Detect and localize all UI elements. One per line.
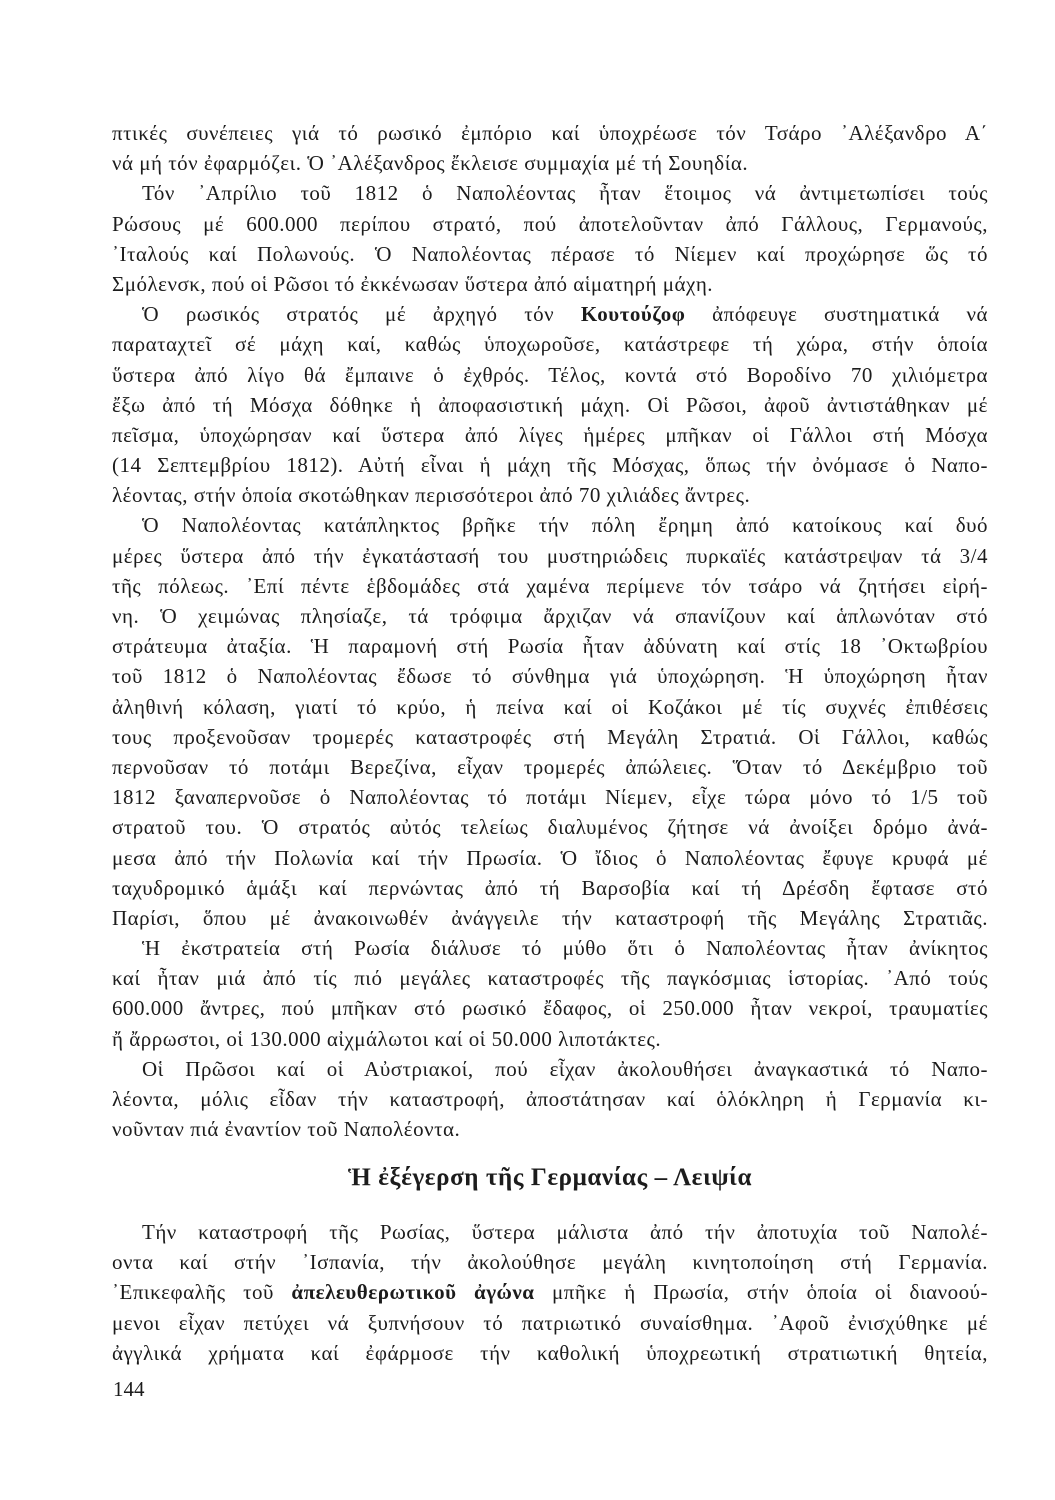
text-line: λέοντας, στήν ὁποία σκοτώθηκαν περισσότεροι ἀπό 70 χιλιάδες ἄντρες. bbox=[112, 483, 751, 508]
text-line: Τήν καταστροφή τῆς Ρωσίας, ὕστερα μάλιστα ἀπό τήν ἀποτυχία τοῦ Ναπολέ- bbox=[142, 1220, 988, 1244]
page-number: 144 bbox=[113, 1377, 145, 1401]
text-span: ᾿Επικεφαλῆς τοῦ bbox=[112, 1280, 292, 1305]
text-line: Οἱ Πρῶσοι καί οἱ Αὐστριακοί, πού εἶχαν ἀκολουθήσει ἀναγκαστικά τό Ναπο- bbox=[142, 1056, 988, 1081]
text-line: μέρες ὕστερα ἀπό τήν ἐγκατάστασή του μυστηριώδεις πυρκαϊές κατάστρεψαν τά 3/4 bbox=[112, 543, 988, 568]
text-span: ἀπόφευγε συστηματικά νά bbox=[685, 302, 988, 327]
text-line: τοῦ 1812 ὁ Ναπολέοντας ἔδωσε τό σύνθημα γιά ὑποχώρηση. Ἡ ὑποχώρηση ἦταν bbox=[112, 664, 988, 689]
emphasized-term: ἀπελευθερωτικοῦ ἀγώνα bbox=[291, 1280, 535, 1305]
text-line: τους προξενοῦσαν τρομερές καταστροφές στή Μεγάλη Στρατιά. Οἱ Γάλλοι, καθώς bbox=[112, 724, 988, 749]
text-line: οντα καί στήν ᾿Ισπανία, τήν ἀκολούθησε μεγάλη κινητοποίηση στή Γερμανία. bbox=[112, 1250, 988, 1275]
text-line: Ρώσους μέ 600.000 περίπου στρατό, πού ἀποτελοῦνταν ἀπό Γάλλους, Γερμανούς, bbox=[112, 211, 988, 236]
text-span: Ὁ ρωσικός στρατός μέ ἀρχηγό τόν bbox=[142, 302, 581, 327]
text-line: Ὁ Ναπολέοντας κατάπληκτος βρῆκε τήν πόλη ἔρημη ἀπό κατοίκους καί δυό bbox=[142, 513, 988, 538]
text-line: ἀληθινή κόλαση, γιατί τό κρύο, ἡ πείνα καί οἱ Κοζάκοι μέ τίς συχνές ἐπιθέσεις bbox=[112, 694, 988, 719]
text-line: περνοῦσαν τό ποτάμι Βερεζίνα, εἶχαν τρομερές ἀπώλειες. Ὅταν τό Δεκέμβριο τοῦ bbox=[112, 754, 988, 779]
text-line bbox=[112, 299, 988, 329]
text-line: στράτευμα ἀταξία. Ἡ παραμονή στή Ρωσία ἦταν ἀδύνατη καί στίς 18 ᾿Οκτωβρίου bbox=[112, 634, 988, 659]
text-line: νά μή τόν ἐφαρμόζει. Ὁ ᾿Αλέξανδρος ἔκλεισε συμμαχία μέ τή Σουηδία. bbox=[112, 151, 749, 176]
text-line: ἤ ἄρρωστοι, οἱ 130.000 αἰχμάλωτοι καί οἱ 50.000 λιποτάκτες. bbox=[112, 1026, 662, 1051]
text-line: Παρίσι, ὅπου μέ ἀνακοινωθέν ἀνάγγειλε τήν καταστροφή τῆς Μεγάλης Στρατιᾶς. bbox=[112, 905, 988, 930]
text-line: στρατοῦ του. Ὁ στρατός αὐτός τελείως διαλυμένος ζήτησε νά ἀνοίξει δρόμο ἀνά- bbox=[112, 815, 988, 840]
text-line: παραταχτεῖ σέ μάχη καί, καθώς ὑποχωροῦσε, κατάστρεφε τή χώρα, στήν ὁποία bbox=[112, 332, 988, 357]
text-line: πτικές συνέπειες γιά τό ρωσικό ἐμπόριο καί ὑποχρέωσε τόν Τσάρο ᾿Αλέξανδρο Α΄ bbox=[112, 121, 988, 145]
text-line: νη. Ὁ χειμώνας πλησίαζε, τά τρόφιμα ἄρχιζαν νά σπανίζουν καί ἁπλωνόταν στό bbox=[112, 604, 988, 628]
text-line: ὕστερα ἀπό λίγο θά ἔμπαινε ὁ ἐχθρός. Τέλος, κοντά στό Βοροδίνο 70 χιλιόμετρα bbox=[112, 362, 988, 387]
text-line: μενοι εἶχαν πετύχει νά ξυπνήσουν τό πατριωτικό συναίσθημα. ᾿Αφοῦ ἐνισχύθηκε μέ bbox=[112, 1310, 988, 1335]
text-line: ταχυδρομικό ἁμάξι καί περνώντας ἀπό τή Βαρσοβία καί τή Δρέσδη ἔφτασε στό bbox=[112, 875, 988, 900]
text-line: καί ἦταν μιά ἀπό τίς πιό μεγάλες καταστροφές τῆς παγκόσμιας ἱστορίας. ᾿Από τούς bbox=[112, 966, 988, 991]
text-line: 1812 ξαναπερνοῦσε ὁ Ναπολέοντας τό ποτάμι Νίεμεν, εἶχε τώρα μόνο τό 1/5 τοῦ bbox=[112, 785, 988, 810]
text-line: λέοντα, μόλις εἶδαν τήν καταστροφή, ἀποστάτησαν καί ὁλόκληρη ἡ Γερμανία κι- bbox=[112, 1087, 988, 1111]
text-line: νοῦνταν πιά ἐναντίον τοῦ Ναπολέοντα. bbox=[112, 1117, 461, 1142]
text-line: (14 Σεπτεμβρίου 1812). Αὐτή εἶναι ἡ μάχη τῆς Μόσχας, ὅπως τήν ὀνόμασε ὁ Ναπο- bbox=[112, 453, 988, 478]
text-line: ᾿Ιταλούς καί Πολωνούς. Ὁ Ναπολέοντας πέρασε τό Νίεμεν καί προχώρησε ὥς τό bbox=[112, 241, 988, 266]
text-line: ἔξω ἀπό τή Μόσχα δόθηκε ἡ ἀποφασιστική μάχη. Οἱ Ρῶσοι, ἀφοῦ ἀντιστάθηκαν μέ bbox=[112, 392, 988, 417]
section-heading: Ἡ ἐξέγερση τῆς Γερμανίας – Λειψία bbox=[347, 1164, 753, 1191]
text-line: τῆς πόλεως. ᾿Επί πέντε ἑβδομάδες στά χαμένα περίμενε τόν τσάρο νά ζητήσει εἰρή- bbox=[112, 573, 988, 598]
text-line bbox=[112, 1277, 988, 1307]
emphasized-term: Κουτούζοφ bbox=[580, 302, 686, 327]
text-line: Τόν ᾿Απρίλιο τοῦ 1812 ὁ Ναπολέοντας ἦταν ἕτοιμος νά ἀντιμετωπίσει τούς bbox=[142, 181, 988, 206]
text-line: 600.000 ἄντρες, πού μπῆκαν στό ρωσικό ἔδαφος, οἱ 250.000 ἦταν νεκροί, τραυματίες bbox=[112, 996, 988, 1021]
text-span: μπῆκε ἡ Πρωσία, στήν ὁποία οἱ διανοού- bbox=[534, 1280, 988, 1305]
text-line: πεῖσμα, ὑποχώρησαν καί ὕστερα ἀπό λίγες ἡμέρες μπῆκαν οἱ Γάλλοι στή Μόσχα bbox=[112, 422, 988, 447]
body-text-block-2 bbox=[112, 1217, 988, 1368]
text-line: Σμόλενσκ, πού οἱ Ρῶσοι τό ἐκκένωσαν ὕστερα ἀπό αἱματηρή μάχη. bbox=[112, 271, 714, 296]
body-text-block bbox=[112, 118, 988, 1144]
text-line: Ἡ ἐκστρατεία στή Ρωσία διάλυσε τό μύθο ὅτι ὁ Ναπολέοντας ἦταν ἀνίκητος bbox=[142, 936, 988, 961]
text-line: ἀγγλικά χρήματα καί ἐφάρμοσε τήν καθολική ὑποχρεωτική στρατιωτική θητεία, bbox=[112, 1340, 988, 1365]
text-line: μεσα ἀπό τήν Πολωνία καί τήν Πρωσία. Ὁ ἴδιος ὁ Ναπολέοντας ἔφυγε κρυφά μέ bbox=[112, 845, 988, 870]
